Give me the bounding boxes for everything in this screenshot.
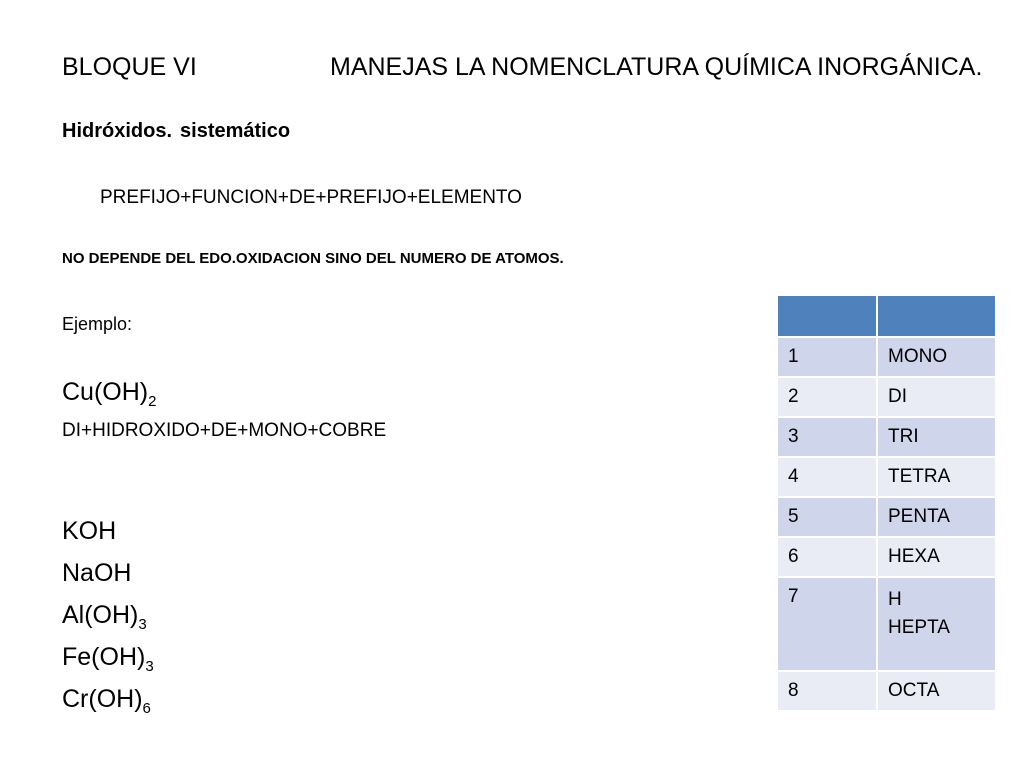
table-cell-prefix: OCTA xyxy=(877,671,996,711)
table-cell-prefix: DI xyxy=(877,377,996,417)
compound-formula xyxy=(62,643,154,675)
compound-formula xyxy=(62,601,147,633)
compound-formula xyxy=(62,685,151,717)
formula-subscript: 3 xyxy=(145,658,154,675)
table-row xyxy=(777,577,996,671)
section-heading xyxy=(62,120,290,143)
table-cell-prefix: TRI xyxy=(877,417,996,457)
formula-base: Cu(OH) xyxy=(62,378,149,406)
table-cell-number: 3 xyxy=(777,417,877,457)
formula-base: KOH xyxy=(62,517,117,545)
formula-subscript: 6 xyxy=(142,700,151,717)
table-cell-prefix: TETRA xyxy=(877,457,996,497)
table-row xyxy=(777,457,996,497)
table-cell-prefix xyxy=(877,577,996,671)
section-heading-sub: sistemático xyxy=(180,120,291,142)
formula-base: Fe(OH) xyxy=(62,643,146,671)
naming-rule: PREFIJO+FUNCION+DE+PREFIJO+ELEMENTO xyxy=(100,187,522,208)
compound-formula xyxy=(62,517,116,549)
table-row xyxy=(777,417,996,457)
formula-base: NaOH xyxy=(62,559,132,587)
example-name: DI+HIDROXIDO+DE+MONO+COBRE xyxy=(62,420,387,441)
formula-subscript: 2 xyxy=(148,393,157,410)
compound-formula xyxy=(62,559,131,591)
slide-title: MANEJAS LA NOMENCLATURA QUÍMICA INORGÁNICA. xyxy=(330,53,983,81)
example-label: Ejemplo: xyxy=(62,314,133,334)
naming-note: NO DEPENDE DEL EDO.OXIDACION SINO DEL NUMERO DE ATOMOS. xyxy=(62,250,564,267)
table-cell-number: 2 xyxy=(777,377,877,417)
formula-base: Cr(OH) xyxy=(62,685,143,713)
formula-subscript: 3 xyxy=(138,616,147,633)
table-cell-prefix: MONO xyxy=(877,337,996,377)
table-row xyxy=(777,377,996,417)
table-cell-prefix-line: H xyxy=(888,589,902,610)
table-row xyxy=(777,337,996,377)
table-header-cell xyxy=(777,295,877,337)
table-header-cell xyxy=(877,295,996,337)
table-cell-prefix: HEXA xyxy=(877,537,996,577)
table-row xyxy=(777,671,996,711)
formula-base: Al(OH) xyxy=(62,601,139,629)
example-formula xyxy=(62,378,156,410)
table-cell-number: 4 xyxy=(777,457,877,497)
table-header-row xyxy=(777,295,996,337)
section-heading-main: Hidróxidos. xyxy=(62,120,173,142)
table-cell-number: 8 xyxy=(777,671,877,711)
table-row xyxy=(777,537,996,577)
table-cell-prefix: PENTA xyxy=(877,497,996,537)
table-cell-number: 1 xyxy=(777,337,877,377)
slide-title-block: BLOQUE VI xyxy=(62,53,197,81)
table-row xyxy=(777,497,996,537)
table-cell-number: 6 xyxy=(777,537,877,577)
table-cell-number: 7 xyxy=(777,577,877,671)
table-cell-number: 5 xyxy=(777,497,877,537)
prefix-table xyxy=(776,294,997,712)
table-cell-prefix-line: HEPTA xyxy=(888,617,950,638)
